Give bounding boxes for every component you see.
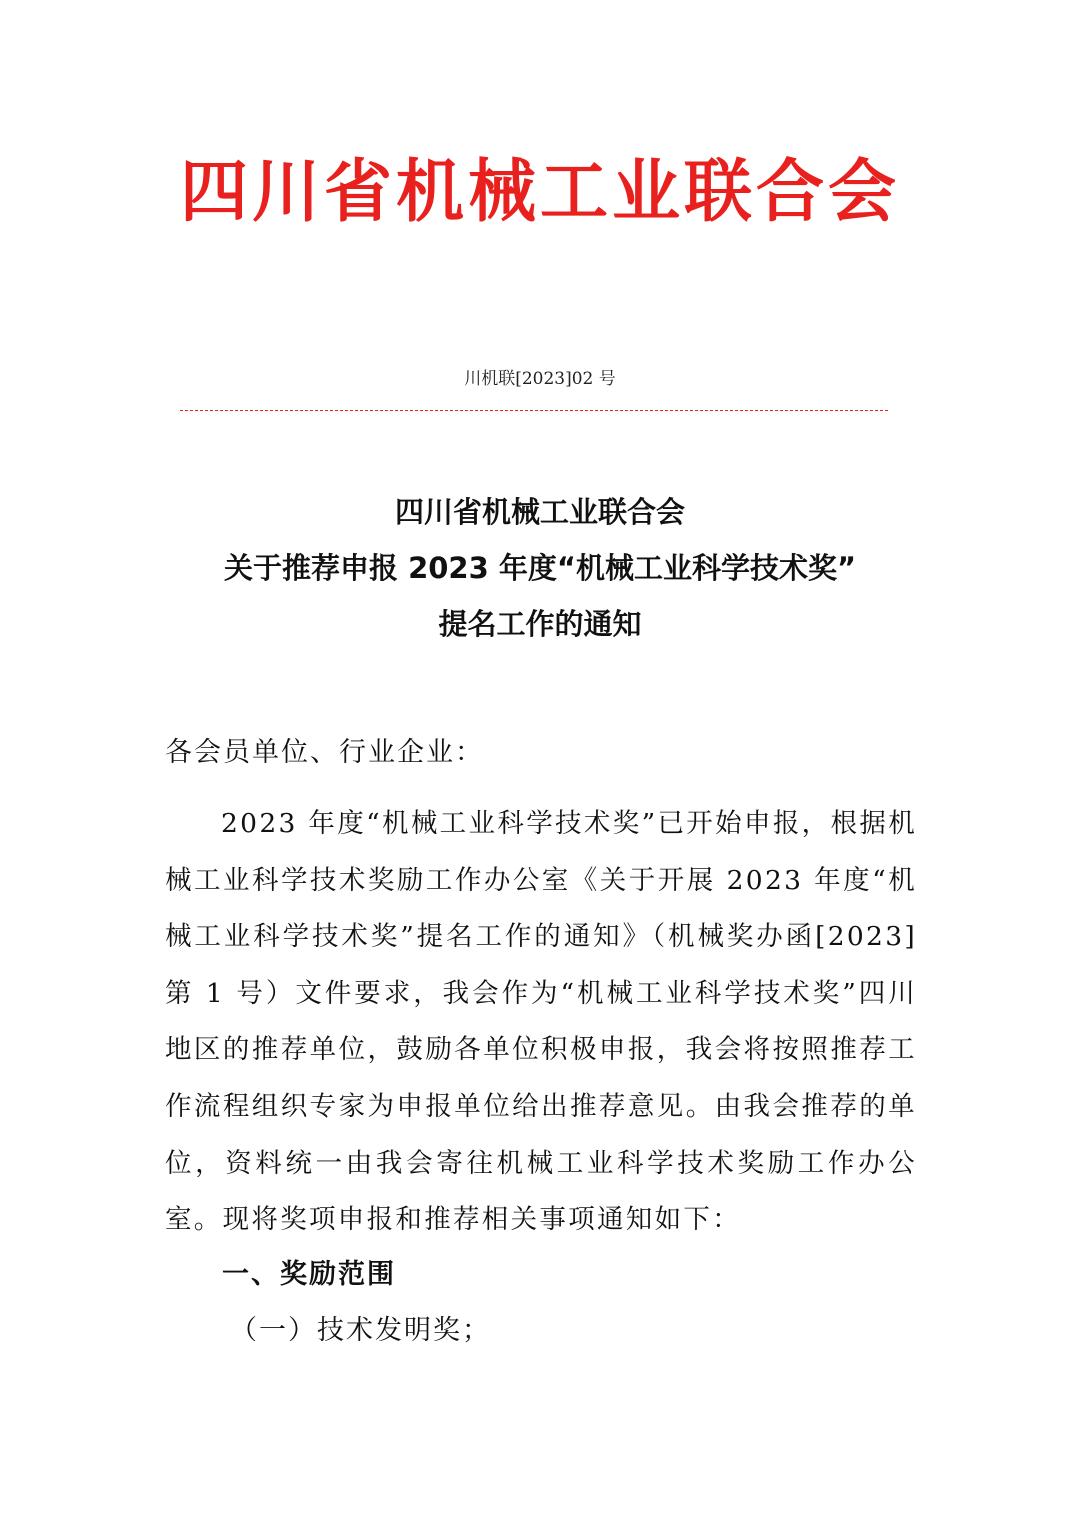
section-heading-award-scope: 一、奖励范围	[222, 1259, 396, 1290]
title-line-1: 四川省机械工业联合会	[394, 495, 685, 529]
list-item-technical-invention: （一）技术发明奖；	[230, 1315, 491, 1346]
organization-header: 四川省机械工业联合会	[179, 153, 900, 232]
salutation: 各会员单位、行业企业：	[165, 737, 484, 768]
document-title	[0, 484, 1080, 652]
title-line-2: 关于推荐申报 2023 年度“机械工业科学技术奖”	[223, 551, 857, 585]
red-dashed-divider	[180, 410, 888, 411]
body-paragraph: 2023 年度“机械工业科学技术奖”已开始申报，根据机械工业科学技术奖励工作办公室《关于开展 2023 年度“机械工业科学技术奖”提名工作的通知》（机械奖办函[2023]第 1 号）文件要求，我会作为“机械工业科学技术奖”四川地区的推荐单位，鼓励各单位积极申报，我会将按照推荐工作流程组织专家为申报单位给出推荐意见。由我会推荐的单位，资料统一由我会寄往机械工业科学技术奖励工作办公室。现将奖项申报和推荐相关事项通知如下：	[165, 808, 917, 1236]
title-line-3: 提名工作的通知	[438, 607, 642, 641]
document-number: 川机联[2023]02 号	[464, 369, 616, 389]
